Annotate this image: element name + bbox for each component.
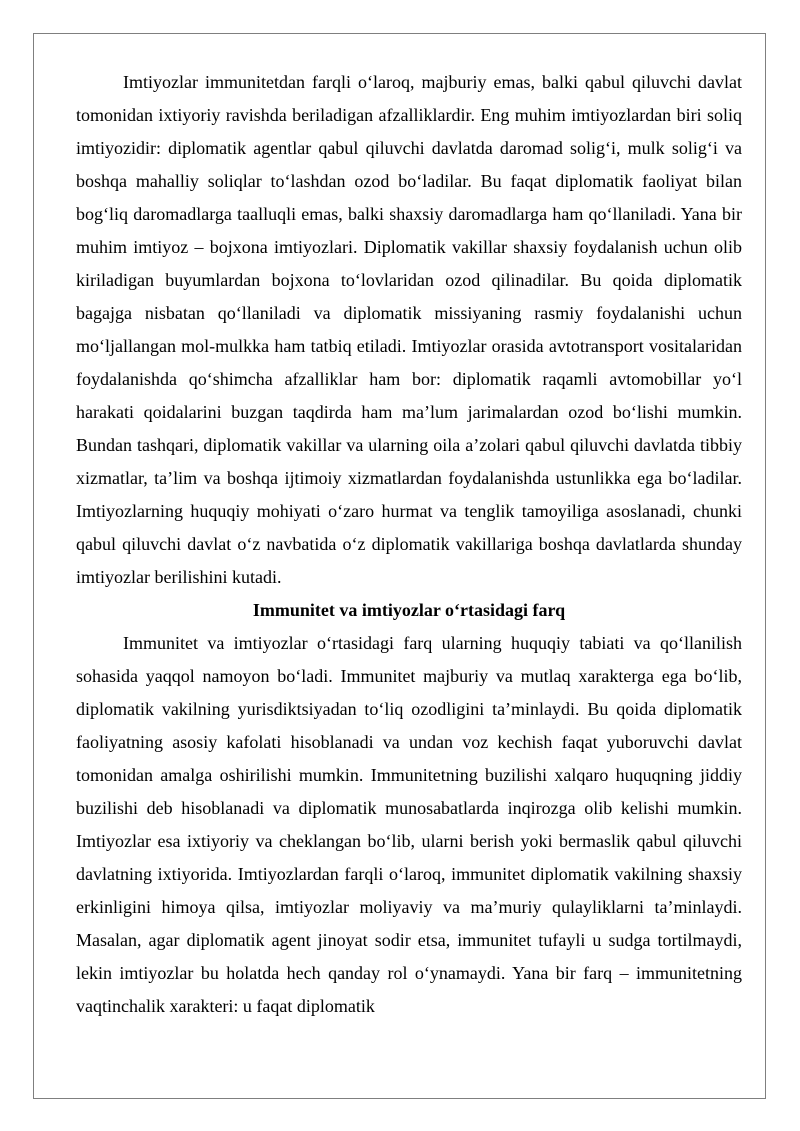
paragraph-differences: Immunitet va imtiyozlar o‘rtasidagi farq ularning huquqiy tabiati va qo‘llanilish sohasida yaqqol namoyon bo‘ladi. Immunitet majburiy va mutlaq xarakterga ega bo‘lib, diplomatik vakilning yurisdiktsiyadan to‘liq ozodligini ta’minlaydi. Bu qoida diplomatik faoliyatning asosiy kafolati hisoblanadi va undan voz kechish faqat yuboruvchi davlat tomonidan amalga oshirilishi mumkin. Immunitetning buzilishi xalqaro huquqning jiddiy buzilishi deb hisoblanadi va diplomatik munosabatlarda inqirozga olib kelishi mumkin. Imtiyozlar esa ixtiyoriy va cheklangan bo‘lib, ularni berish yoki bermaslik qabul qiluvchi davlatning ixtiyorida. Imtiyozlardan farqli o‘laroq, immunitet diplomatik vakilning shaxsiy erkinligini himoya qilsa, imtiyozlar moliyaviy va ma’muriy qulayliklarni ta’minlaydi. Masalan, agar diplomatik agent jinoyat sodir etsa, immunitet tufayli u sudga tortilmaydi, lekin imtiyozlar bu holatda hech qanday rol o‘ynamaydi. Yana bir farq – immunitetning vaqtinchalik xarakteri: u faqat diplomatik (76, 633, 742, 1016)
document-body (76, 66, 742, 1023)
paragraph-privileges: Imtiyozlar immunitetdan farqli o‘laroq, majburiy emas, balki qabul qiluvchi davlat tomonidan ixtiyoriy ravishda beriladigan afzalliklardir. Eng muhim imtiyozlardan biri soliq imtiyozidir: diplomatik agentlar qabul qiluvchi davlatda daromad solig‘i, mulk solig‘i va boshqa mahalliy soliqlar to‘lashdan ozod bo‘ladilar. Bu faqat diplomatik faoliyat bilan bog‘liq daromadlarga taalluqli emas, balki shaxsiy daromadlarga ham qo‘llaniladi. Yana bir muhim imtiyoz – bojxona imtiyozlari. Diplomatik vakillar shaxsiy foydalanish uchun olib kiriladigan buyumlardan bojxona to‘lovlaridan ozod qilinadilar. Bu qoida diplomatik bagajga nisbatan qo‘llaniladi va diplomatik missiyaning rasmiy foydalanishi uchun mo‘ljallangan mol-mulkka ham tatbiq etiladi. Imtiyozlar orasida avtotransport vositalaridan foydalanishda qo‘shimcha afzalliklar ham bor: diplomatik raqamli avtomobillar yo‘l harakati qoidalarini buzgan taqdirda ham ma’lum jarimalardan ozod bo‘lishi mumkin. Bundan tashqari, diplomatik vakillar va ularning oila a’zolari qabul qiluvchi davlatda tibbiy xizmatlar, ta’lim va boshqa ijtimoiy xizmatlardan foydalanishda ustunlikka ega bo‘ladilar. Imtiyozlarning huquqiy mohiyati o‘zaro hurmat va tenglik tamoyiliga asoslanadi, chunki qabul qiluvchi davlat o‘z navbatida o‘z diplomatik vakillariga boshqa davlatlarda shunday imtiyozlar berilishini kutadi. (76, 72, 742, 587)
section-heading: Immunitet va imtiyozlar o‘rtasidagi farq (252, 600, 566, 620)
